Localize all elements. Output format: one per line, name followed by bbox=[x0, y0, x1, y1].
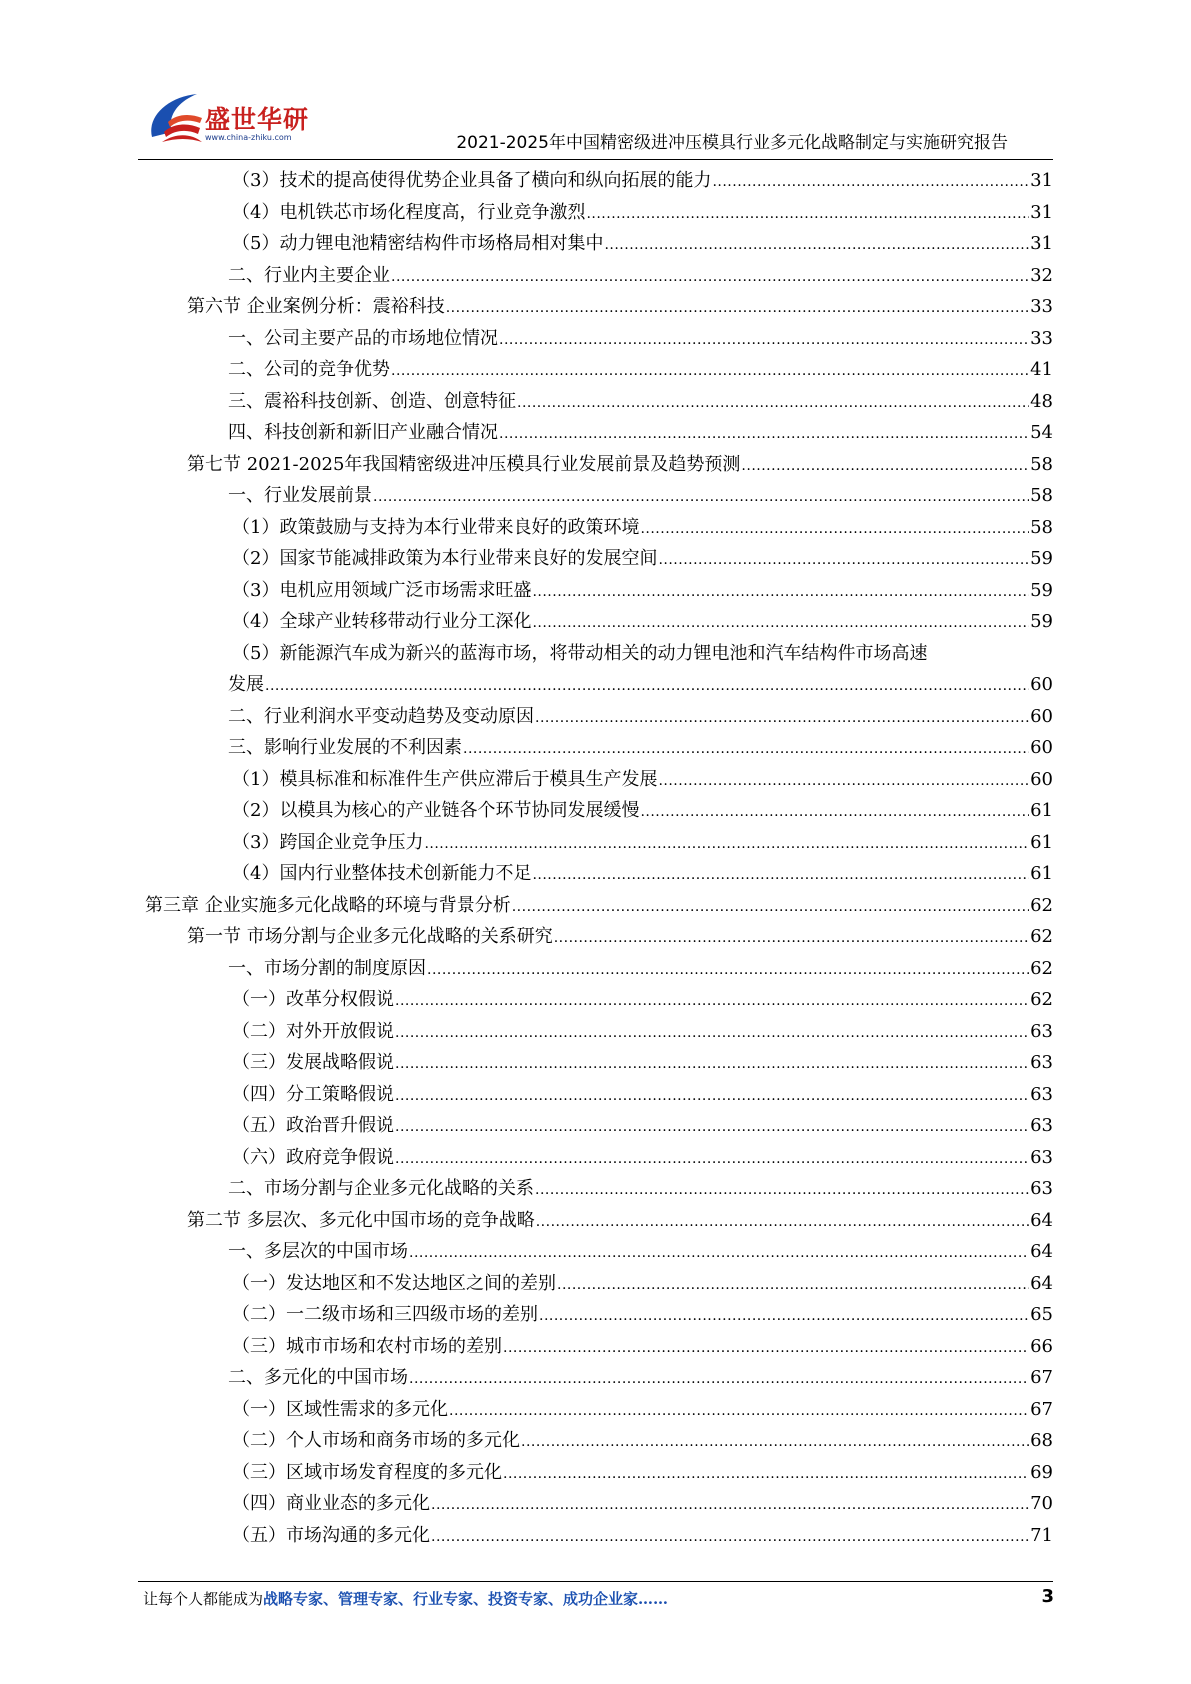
toc-dot-leader bbox=[431, 1490, 1029, 1522]
toc-entry-title: 发展 bbox=[228, 674, 264, 695]
table-of-contents bbox=[0, 165, 1191, 1551]
toc-entry[interactable] bbox=[228, 260, 1053, 292]
toc-dot-leader bbox=[532, 608, 1029, 640]
toc-dot-leader bbox=[517, 388, 1029, 420]
toc-entry[interactable] bbox=[145, 890, 1053, 922]
page-header bbox=[0, 0, 1191, 162]
toc-entry[interactable] bbox=[232, 638, 1053, 670]
toc-entry-page: 62 bbox=[1030, 926, 1053, 947]
toc-dot-leader bbox=[424, 829, 1029, 861]
toc-entry-title: （4）全球产业转移带动行业分工深化 bbox=[232, 611, 532, 632]
footer-divider bbox=[138, 1581, 1053, 1582]
toc-entry-title: 二、多元化的中国市场 bbox=[228, 1367, 408, 1388]
toc-entry[interactable] bbox=[232, 197, 1053, 229]
toc-entry-title: 一、市场分割的制度原因 bbox=[228, 957, 426, 979]
toc-entry-page: 59 bbox=[1030, 548, 1053, 569]
logo-name: 盛世华研 bbox=[205, 105, 310, 134]
toc-dot-leader bbox=[431, 1522, 1029, 1554]
toc-entry[interactable] bbox=[228, 953, 1053, 985]
toc-entry[interactable] bbox=[232, 764, 1053, 796]
toc-entry-title: 一、公司主要产品的市场地位情况 bbox=[228, 327, 498, 349]
toc-entry-title: （一）发达地区和不发达地区之间的差别 bbox=[232, 1272, 556, 1294]
toc-entry-title: （四）分工策略假说 bbox=[232, 1083, 394, 1105]
toc-entry-page: 60 bbox=[1030, 705, 1053, 727]
toc-entry-title: （二）个人市场和商务市场的多元化 bbox=[232, 1430, 520, 1451]
toc-entry-page: 67 bbox=[1030, 1398, 1053, 1420]
toc-entry[interactable] bbox=[232, 228, 1053, 260]
toc-entry-title: 三、影响行业发展的不利因素 bbox=[228, 737, 462, 758]
toc-dot-leader bbox=[503, 1333, 1029, 1365]
toc-entry-page: 61 bbox=[1030, 863, 1053, 884]
toc-entry-title: 一、行业发展前景 bbox=[228, 485, 372, 506]
toc-entry-title: 第三章 企业实施多元化战略的环境与背景分析 bbox=[145, 894, 511, 916]
toc-entry-title: （三）发展战略假说 bbox=[232, 1052, 394, 1073]
toc-dot-leader bbox=[446, 293, 1029, 325]
toc-entry-title: （三）区域市场发育程度的多元化 bbox=[232, 1461, 502, 1483]
toc-entry-page: 71 bbox=[1030, 1524, 1053, 1546]
toc-entry-page: 69 bbox=[1030, 1461, 1053, 1483]
toc-entry-title: 二、行业利润水平变动趋势及变动原因 bbox=[228, 705, 534, 727]
toc-dot-leader bbox=[536, 1207, 1029, 1239]
footer-slogan-prefix: 让每个人都能成为 bbox=[143, 1590, 264, 1608]
toc-entry[interactable] bbox=[232, 1268, 1053, 1300]
toc-dot-leader bbox=[373, 482, 1029, 514]
toc-entry-title: 第一节 市场分割与企业多元化战略的关系研究 bbox=[187, 926, 553, 947]
toc-entry-title: 第七节 2021-2025年我国精密级进冲压模具行业发展前景及趋势预测 bbox=[187, 453, 741, 475]
toc-dot-leader bbox=[391, 262, 1029, 294]
toc-dot-leader bbox=[449, 1396, 1029, 1428]
toc-dot-leader bbox=[499, 419, 1029, 451]
toc-entry-page: 41 bbox=[1030, 359, 1053, 380]
toc-entry-title: （五）政治晋升假说 bbox=[232, 1115, 394, 1136]
toc-entry[interactable] bbox=[187, 1205, 1053, 1237]
toc-entry[interactable] bbox=[228, 1173, 1053, 1205]
toc-entry-title: 一、多层次的中国市场 bbox=[228, 1241, 408, 1262]
toc-entry-page: 31 bbox=[1030, 233, 1053, 254]
toc-entry[interactable] bbox=[187, 449, 1053, 481]
toc-entry[interactable] bbox=[232, 1457, 1053, 1489]
toc-entry-title: （二）一二级市场和三四级市场的差别 bbox=[232, 1304, 538, 1325]
toc-entry-page: 33 bbox=[1030, 327, 1053, 349]
toc-dot-leader bbox=[409, 1364, 1029, 1396]
toc-entry-page: 58 bbox=[1030, 453, 1053, 475]
toc-dot-leader bbox=[712, 167, 1029, 199]
toc-entry-page: 63 bbox=[1030, 1083, 1053, 1105]
toc-dot-leader bbox=[409, 1238, 1029, 1270]
toc-entry-page: 60 bbox=[1030, 737, 1053, 758]
toc-entry-page: 58 bbox=[1030, 485, 1053, 506]
toc-entry[interactable] bbox=[232, 1016, 1053, 1048]
page-number: 3 bbox=[1041, 1586, 1054, 1607]
toc-entry-page: 61 bbox=[1030, 800, 1053, 821]
toc-entry[interactable] bbox=[228, 386, 1053, 418]
toc-entry-title: 第二节 多层次、多元化中国市场的竞争战略 bbox=[187, 1209, 535, 1231]
toc-entry-title: （4）国内行业整体技术创新能力不足 bbox=[232, 863, 532, 884]
toc-dot-leader bbox=[658, 545, 1029, 577]
toc-entry-title: （二）对外开放假说 bbox=[232, 1020, 394, 1042]
toc-entry-page: 60 bbox=[1030, 768, 1053, 790]
toc-entry-page: 33 bbox=[1030, 296, 1053, 317]
toc-dot-leader bbox=[658, 766, 1029, 798]
toc-entry[interactable] bbox=[232, 512, 1053, 544]
toc-dot-leader bbox=[391, 356, 1029, 388]
toc-entry-title: （六）政府竞争假说 bbox=[232, 1146, 394, 1168]
toc-entry[interactable] bbox=[232, 1520, 1053, 1552]
toc-entry-page: 63 bbox=[1030, 1020, 1053, 1042]
toc-entry-title: 四、科技创新和新旧产业融合情况 bbox=[228, 422, 498, 443]
toc-entry[interactable] bbox=[232, 1110, 1053, 1142]
toc-entry-page: 62 bbox=[1030, 957, 1053, 979]
toc-entry[interactable] bbox=[232, 1425, 1053, 1457]
toc-dot-leader bbox=[503, 1459, 1029, 1491]
toc-entry[interactable] bbox=[232, 1047, 1053, 1079]
toc-dot-leader bbox=[395, 1049, 1029, 1081]
toc-entry-page: 58 bbox=[1030, 516, 1053, 538]
toc-entry-page: 64 bbox=[1030, 1209, 1053, 1231]
toc-entry-title: 二、市场分割与企业多元化战略的关系 bbox=[228, 1178, 534, 1199]
toc-dot-leader bbox=[395, 1144, 1029, 1176]
toc-dot-leader bbox=[395, 1018, 1029, 1050]
toc-entry-title: （3）技术的提高使得优势企业具备了横向和纵向拓展的能力 bbox=[232, 170, 712, 191]
toc-dot-leader bbox=[532, 860, 1029, 892]
toc-entry[interactable] bbox=[228, 417, 1053, 449]
toc-dot-leader bbox=[741, 451, 1029, 483]
toc-dot-leader bbox=[512, 892, 1029, 924]
footer-slogan bbox=[143, 1588, 668, 1609]
toc-dot-leader bbox=[640, 797, 1029, 829]
toc-entry[interactable] bbox=[232, 1079, 1053, 1111]
footer-slogan-highlight: 战略专家、管理专家、行业专家、投资专家、成功企业家…… bbox=[263, 1590, 669, 1608]
toc-entry-page: 59 bbox=[1030, 611, 1053, 632]
toc-entry[interactable] bbox=[187, 291, 1053, 323]
toc-entry[interactable] bbox=[232, 984, 1053, 1016]
toc-entry-title: （5）新能源汽车成为新兴的蓝海市场，将带动相关的动力锂电池和汽车结构件市场高速 bbox=[232, 642, 928, 664]
toc-dot-leader bbox=[427, 955, 1029, 987]
toc-dot-leader bbox=[395, 1081, 1029, 1113]
toc-entry[interactable] bbox=[232, 543, 1053, 575]
toc-entry-title: （3）跨国企业竞争压力 bbox=[232, 831, 424, 853]
toc-entry-page: 63 bbox=[1030, 1146, 1053, 1168]
report-title: 2021-2025年中国精密级进冲压模具行业多元化战略制定与实施研究报告 bbox=[456, 133, 1008, 153]
logo-url: www.china-zhiku.com bbox=[205, 133, 292, 142]
toc-entry[interactable] bbox=[232, 1299, 1053, 1331]
toc-entry-title: （一）区域性需求的多元化 bbox=[232, 1398, 448, 1420]
toc-dot-leader bbox=[463, 734, 1029, 766]
toc-entry-title: （五）市场沟通的多元化 bbox=[232, 1524, 430, 1546]
toc-entry-page: 66 bbox=[1030, 1335, 1053, 1357]
toc-entry-title: （三）城市市场和农村市场的差别 bbox=[232, 1335, 502, 1357]
toc-entry[interactable] bbox=[232, 1394, 1053, 1426]
toc-entry-page: 64 bbox=[1030, 1272, 1053, 1294]
toc-dot-leader bbox=[604, 230, 1029, 262]
toc-dot-leader bbox=[499, 325, 1029, 357]
toc-entry-title: 三、震裕科技创新、创造、创意特征 bbox=[228, 390, 516, 412]
toc-dot-leader bbox=[395, 986, 1029, 1018]
toc-entry-title: 第六节 企业案例分析：震裕科技 bbox=[187, 296, 445, 317]
toc-entry-title: （2）以模具为核心的产业链各个环节协同发展缓慢 bbox=[232, 800, 640, 821]
toc-entry-title: （4）电机铁芯市场化程度高，行业竞争激烈 bbox=[232, 201, 586, 223]
header-divider bbox=[138, 159, 1053, 160]
toc-entry-page: 48 bbox=[1030, 390, 1053, 412]
toc-entry-title: （一）改革分权假说 bbox=[232, 989, 394, 1010]
toc-dot-leader bbox=[532, 577, 1029, 609]
toc-entry-title: （1）模具标准和标准件生产供应滞后于模具生产发展 bbox=[232, 768, 658, 790]
toc-entry[interactable] bbox=[232, 858, 1053, 890]
toc-entry[interactable] bbox=[228, 732, 1053, 764]
toc-entry-title: （3）电机应用领域广泛市场需求旺盛 bbox=[232, 579, 532, 601]
toc-entry-page: 63 bbox=[1030, 1115, 1053, 1136]
toc-entry-page: 31 bbox=[1030, 201, 1053, 223]
toc-entry[interactable] bbox=[232, 827, 1053, 859]
toc-entry[interactable] bbox=[228, 1236, 1053, 1268]
toc-entry-page: 63 bbox=[1030, 1178, 1053, 1199]
toc-entry-page: 67 bbox=[1030, 1367, 1053, 1388]
toc-dot-leader bbox=[586, 199, 1029, 231]
toc-entry[interactable] bbox=[232, 1488, 1053, 1520]
toc-entry-title: （5）动力锂电池精密结构件市场格局相对集中 bbox=[232, 233, 604, 254]
toc-entry-page: 62 bbox=[1030, 894, 1053, 916]
toc-entry[interactable] bbox=[228, 1362, 1053, 1394]
toc-entry-page: 54 bbox=[1030, 422, 1053, 443]
toc-dot-leader bbox=[554, 923, 1029, 955]
toc-entry-title: （1）政策鼓励与支持为本行业带来良好的政策环境 bbox=[232, 516, 640, 538]
toc-dot-leader bbox=[265, 671, 1029, 703]
toc-entry-page: 62 bbox=[1030, 989, 1053, 1010]
toc-entry[interactable] bbox=[228, 701, 1053, 733]
toc-entry-page: 59 bbox=[1030, 579, 1053, 601]
toc-entry[interactable] bbox=[187, 921, 1053, 953]
toc-entry-page: 31 bbox=[1030, 170, 1053, 191]
toc-entry[interactable] bbox=[232, 575, 1053, 607]
toc-entry-page: 61 bbox=[1030, 831, 1053, 853]
toc-entry[interactable] bbox=[232, 795, 1053, 827]
toc-entry-title: （四）商业业态的多元化 bbox=[232, 1493, 430, 1514]
toc-entry-page: 32 bbox=[1030, 264, 1053, 286]
toc-entry-page: 63 bbox=[1030, 1052, 1053, 1073]
toc-entry-title: 二、公司的竞争优势 bbox=[228, 359, 390, 380]
toc-entry[interactable] bbox=[232, 1331, 1053, 1363]
toc-dot-leader bbox=[535, 703, 1029, 735]
toc-entry-page: 64 bbox=[1030, 1241, 1053, 1262]
toc-dot-leader bbox=[539, 1301, 1029, 1333]
toc-entry[interactable] bbox=[232, 1142, 1053, 1174]
toc-entry-title: 二、行业内主要企业 bbox=[228, 264, 390, 286]
toc-dot-leader bbox=[395, 1112, 1029, 1144]
toc-entry-page: 70 bbox=[1030, 1493, 1053, 1514]
toc-dot-leader bbox=[640, 514, 1029, 546]
toc-entry-page: 68 bbox=[1030, 1430, 1053, 1451]
toc-entry[interactable] bbox=[228, 323, 1053, 355]
toc-entry-page: 60 bbox=[1030, 674, 1053, 695]
toc-dot-leader bbox=[557, 1270, 1029, 1302]
toc-entry[interactable] bbox=[228, 480, 1053, 512]
toc-dot-leader bbox=[521, 1427, 1029, 1459]
toc-entry[interactable] bbox=[232, 165, 1053, 197]
toc-entry-title: （2）国家节能减排政策为本行业带来良好的发展空间 bbox=[232, 548, 658, 569]
toc-entry[interactable] bbox=[228, 669, 1053, 701]
toc-dot-leader bbox=[535, 1175, 1029, 1207]
toc-entry[interactable] bbox=[228, 354, 1053, 386]
toc-entry-page: 65 bbox=[1030, 1304, 1053, 1325]
toc-entry[interactable] bbox=[232, 606, 1053, 638]
